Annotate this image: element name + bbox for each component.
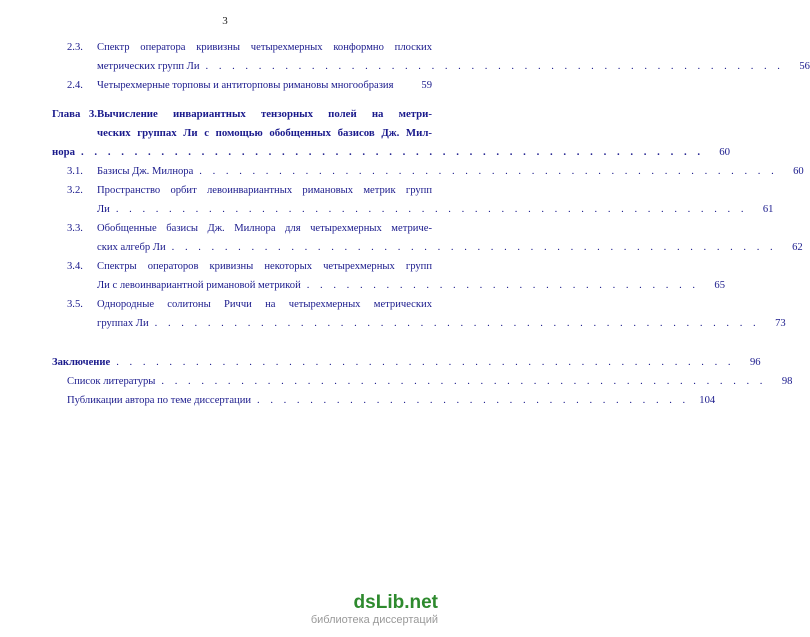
- chapter-title-line: Вычисление инвариантных тензорных полей на метри-: [97, 108, 432, 120]
- section-number: 3.3.: [67, 223, 83, 234]
- page-ref: 62: [792, 242, 803, 253]
- page-ref: 56: [799, 61, 810, 72]
- page-ref: 61: [762, 204, 774, 215]
- section-title-line: Спектр оператора кривизны четырехмерных конформно плоских: [97, 42, 432, 53]
- publications-label: Публикации автора по теме диссертации: [67, 395, 252, 406]
- toc-entry-3-1[interactable]: [52, 162, 804, 181]
- toc-entry-2-4[interactable]: [52, 76, 432, 95]
- dot-leader: . . . . . . . . . . . . . . . . . . . . . . . . . . . . . . . . .: [257, 395, 690, 406]
- section-title-line: Однородные солитоны Риччи на четырехмерных метрических: [97, 299, 432, 310]
- section-number: 3.1.: [67, 166, 83, 177]
- page-ref: 98: [781, 376, 793, 387]
- toc-entry-bibliography[interactable]: [52, 372, 793, 391]
- dot-leader: . . . . . . . . . . . . . . . . . . . . . . . . . . . . . . . . . . . . . . . . . . . .: [199, 166, 778, 177]
- conclusion-label: Заключение: [52, 357, 111, 368]
- section-title-line: Базисы Дж. Милнора: [97, 166, 194, 177]
- toc-entry-publications[interactable]: [52, 391, 716, 410]
- page-ref: 60: [793, 166, 804, 177]
- bibliography-label: Список литературы: [67, 376, 156, 387]
- section-title-line: метрических групп Ли: [97, 61, 200, 72]
- section-number: 2.3.: [67, 42, 83, 53]
- page-ref: 96: [749, 357, 761, 368]
- toc-entry-conclusion[interactable]: [52, 353, 761, 372]
- section-title-line: Ли: [97, 204, 110, 215]
- table-of-contents: [52, 38, 810, 410]
- dot-leader: . . . . . . . . . . . . . . . . . . . . . . . . . . . . . . . . . . . . . . . . . . . . . . .: [81, 146, 705, 158]
- dot-leader: . . . . . . . . . . . . . . . . . . . . . . . . . . . . . . . . . . . . . . . . . . . . . .: [154, 318, 760, 329]
- page-number: 3: [222, 15, 228, 27]
- watermark-logo-suffix: .net: [404, 592, 438, 613]
- section-title-line: группах Ли: [97, 318, 149, 329]
- dot-leader: . . . . . . . . . . . . . . . . . . . . . . . . . . . . . . . . . . . . . . . . . . . .: [205, 61, 784, 72]
- section-number: 3.5.: [67, 299, 83, 310]
- watermark: [311, 593, 438, 627]
- watermark-logo-main: dsLib: [353, 592, 405, 613]
- page-ref: 59: [421, 80, 432, 91]
- section-title-line: Обобщенные базисы Дж. Милнора для четырехмерных метриче-: [97, 223, 432, 234]
- section-title-line: ских алгебр Ли: [97, 242, 166, 253]
- toc-entry-3-5[interactable]: [52, 295, 786, 333]
- dot-leader: . . . . . . . . . . . . . . . . . . . . . . . . . . . . . . . . . . . . . . . . . . . . . . .: [116, 357, 735, 368]
- toc-entry-3-3[interactable]: [52, 219, 803, 257]
- section-number: 3.2.: [67, 185, 83, 196]
- dot-leader: . . . . . . . . . . . . . . . . . . . . . . . . . . . . . . . . . . . . . . . . . . . . . . . .: [115, 204, 748, 215]
- page-ref: 65: [714, 280, 726, 291]
- chapter-title-line: ческих группах Ли с помощью обобщенных базисов Дж. Мил-: [97, 127, 432, 139]
- dot-leader: . . . . . . . . . . . . . . . . . . . . . . . . . . . . . . . . . . . . . . . . . . . . . .: [171, 242, 777, 253]
- watermark-logo: [311, 593, 438, 613]
- page-ref: 104: [699, 395, 716, 406]
- toc-entry-3-4[interactable]: [52, 257, 726, 295]
- dot-leader: . . . . . . . . . . . . . . . . . . . . . . . . . . . . . .: [306, 280, 700, 291]
- section-title-line: Спектры операторов кривизны некоторых четырехмерных групп: [97, 261, 432, 272]
- section-title-line: Четырехмерные торповы и антиторповы римановы многообразия: [97, 80, 394, 91]
- section-title-line: Пространство орбит левоинвариантных римановых метрик групп: [97, 185, 432, 196]
- dot-leader: . . . . . . . . . . . . . . . . . . . . . . . . . . . . . . . . . . . . . . . . . . . . . .: [161, 376, 767, 387]
- section-number: 2.4.: [67, 80, 83, 91]
- chapter-title-line: нора: [52, 146, 76, 158]
- toc-entry-2-3[interactable]: [52, 38, 810, 76]
- page-ref: 73: [775, 318, 786, 329]
- watermark-tagline: библиотека диссертаций: [310, 614, 438, 626]
- toc-entry-chapter-3[interactable]: [52, 105, 731, 162]
- chapter-label: Глава 3.: [52, 108, 97, 120]
- section-number: 3.4.: [67, 261, 83, 272]
- section-title-line: Ли с левоинвариантной римановой метрикой: [97, 280, 301, 291]
- toc-entry-3-2[interactable]: [52, 181, 774, 219]
- page-ref: 60: [719, 146, 731, 158]
